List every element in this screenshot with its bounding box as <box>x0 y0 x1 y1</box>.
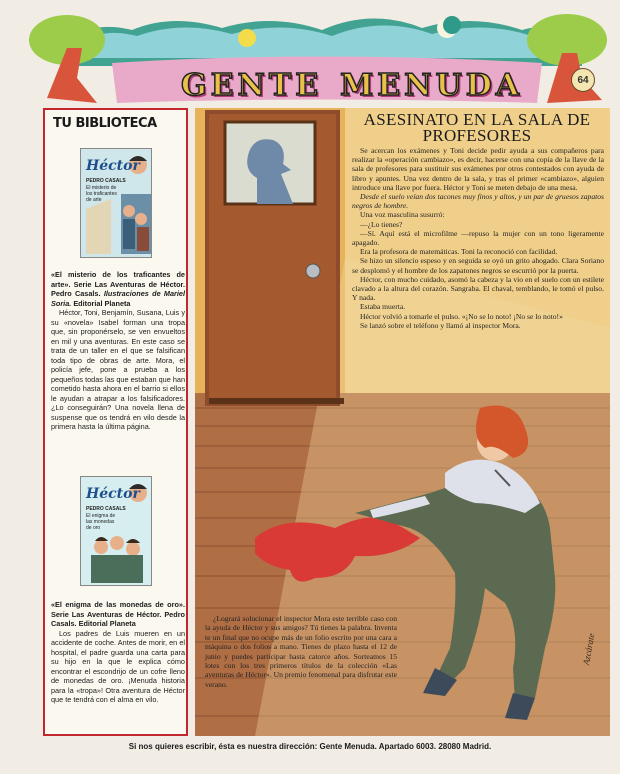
header-banner <box>22 8 612 108</box>
story-paragraph: Se acercan los exámenes y Toni decide pedir ayuda a sus compañeros para realizar la «operación cambiazo», es decir, hacerse con una copia de la llave de la sala de profesores para sustituir sus exámenes por otros contestados con ayuda de libro y apuntes. Una vez dentro de la sala, y tras el primer «cambiazo», alguien introduce una llave por fuera. Héctor y Toni se meten debajo de una mesa. <box>352 146 604 192</box>
review-1-body: Héctor, Toni, Benjamín, Susana, Luis y su «novela» Isabel forman una tropa que, sin proponérselo, se ven envueltos en mil y una aventuras. En este caso se trata de un taller en el que se falsifican toda tipo de obras de arte. Mora, el policía jefe, pone a prueba a los pequeños todas las que estaban que han cometido hasta ahora en el barrio si ellos le ayudan a atrapar a los falsificadores. ¿Lo conseguirán? Una novela llena de suspense que os tendrá en vilo desde la primera hasta la última página. <box>51 308 185 431</box>
footer-address: Si nos quieres escribir, ésta es nuestra dirección: Gente Menuda. Apartado 6003. 28080 Madrid. <box>128 742 492 751</box>
story-paragraph: Se hizo un silencio espeso y en seguida se oyó un grito ahogado. Clara Soriano se desplomó y el hombre de los zapatones negros se escurrió por la puerta. <box>352 256 604 275</box>
story-paragraph: Héctor, con mucho cuidado, asomó la cabeza y la vio en el suelo con un estilete clavado a la altura del corazón. Sangraba. El chaval, temblando, le tomó el pulso. Y nada. <box>352 274 604 303</box>
illustrator-signature: Azcárate <box>581 632 597 666</box>
banner-title <box>142 62 562 108</box>
review-1 <box>51 270 185 432</box>
review-1-illustrator: Ilustraciones de Mariel Soria. <box>51 289 185 308</box>
banner-word-menuda: MENUDA <box>340 67 524 103</box>
review-2 <box>51 600 185 705</box>
review-1-title <box>51 270 185 308</box>
story-paragraph: —Sí. Aquí está el microfilme —repuso la mujer con un tono ligeramente apagado. <box>352 228 604 248</box>
book-series-1: Héctor <box>86 158 140 174</box>
review-2-body: Los padres de Luis mueren en un accidente de coche. Antes de morir, en el hospital, el padre guarda una carta para su hijo en la que le explica cómo encontrar el escondrijo de un cofre lleno de monedas de oro. ¡Menuda historia para la «tropa»! Otra aventura de Héctor que te tendrá con el alma en vilo. <box>51 628 185 704</box>
story-paragraph: Una voz masculina susurró: <box>360 210 445 220</box>
story-paragraph: Se lanzó sobre el teléfono y llamó al inspector Mora. <box>360 320 521 330</box>
review-1-publisher: Editorial Planeta <box>73 298 131 308</box>
book-author-2: PEDRO CASALS <box>86 506 126 512</box>
story-paragraph: Era la profesora de matemáticas. Toni la reconoció con facilidad. <box>360 247 558 257</box>
book-cover-2 <box>80 476 152 586</box>
book-cover-title-1: El misterio de los traficantes de arte <box>86 185 117 203</box>
story-paragraph: Héctor volvió a tomarle el pulso. «¡No se lo noto! ¡No se lo noto!» <box>360 311 563 321</box>
book-author-1: PEDRO CASALS <box>86 178 126 184</box>
review-1-title-text: «El misterio de los traficantes de arte». Serie Las Aventuras de Héctor. Pedro Casals. <box>51 270 185 298</box>
story-paragraph: Estaba muerta. <box>360 302 406 312</box>
story-title: ASESINATO EN LA SALA DE PROFESORES <box>363 110 591 145</box>
book-series-2: Héctor <box>86 486 140 502</box>
book-cover-1 <box>80 148 152 258</box>
page-number: 64 <box>571 68 595 92</box>
story-paragraph: Desde el suelo veían dos tacones muy finos y altos, y un par de gruesos zapatos negros de hombre. <box>352 192 604 211</box>
review-2-title: «El enigma de las monedas de oro». Serie Las Aventuras de Héctor. Pedro Casals. Editorial Planeta <box>51 600 185 628</box>
sidebar-title: TU BIBLIOTECA <box>53 116 157 131</box>
contest-text <box>205 614 397 689</box>
story-text <box>352 146 604 330</box>
story-paragraph: —¿Lo tienes? <box>360 219 403 229</box>
book-cover-title-2: El enigma de las monedas de oro <box>86 513 116 531</box>
contest-paragraph: ¿Logrará solucionar el inspector Mora este terrible caso con la ayuda de Héctor y sus amigos? Tú tienes la palabra. Inventa te un final que no ocupe más de un folio escrito por una cara a máquina o dos folios a mano. Tienes de plazo hasta el 12 de junio y puedes participar hasta catorce años. Sorteamos 15 lotes con los tres primeros títulos de la colección «Las aventuras de Héctor». Un premio fenomenal para disfrutar este verano. <box>205 614 397 689</box>
library-sidebar <box>43 108 188 736</box>
banner-word-gente: GENTE <box>180 67 323 103</box>
